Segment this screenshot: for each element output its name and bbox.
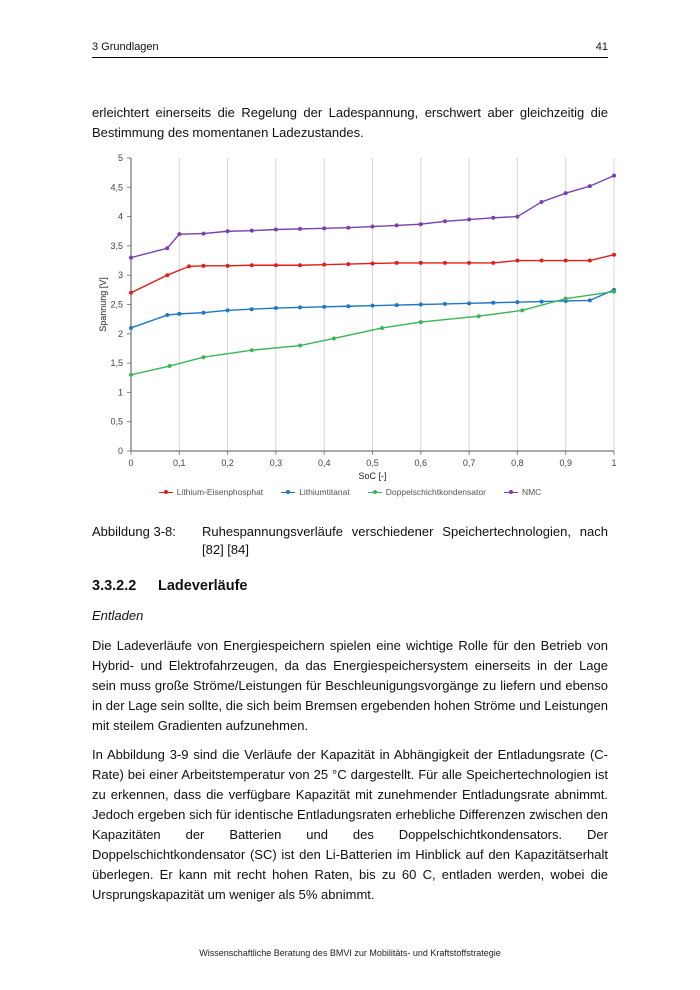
data-point: [346, 304, 350, 308]
data-point: [588, 184, 592, 188]
data-point: [540, 200, 544, 204]
legend-label: NMC: [521, 487, 542, 497]
figure-caption: [92, 523, 608, 559]
data-point: [226, 229, 230, 233]
data-point: [419, 222, 423, 226]
body-paragraph-2: In Abbildung 3-9 sind die Verläufe der Kapazität in Abhängigkeit der Entladungsrate (C-Rate) bei einer Arbeitstemperatur von 25 °C dargestellt. Für alle Speichertechnologien ist zu erkennen, dass die verfügbare Kapazität mit zunehmender Entladungsrate abnimmt. Jedoch ergeben sich für identische Entladungsraten erhebliche Differenzen zwischen den Kapazitäten der Batterien und des Doppelschichtkondensators. Der Doppelschichtkondensator (SC) ist den Li-Batterien im Hinblick auf den Kapazitätserhalt überlegen. Er kann mit recht hohen Raten, bis zu 60 C, entladen werden, wobei die Ursprungskapazität um weniger als 5% abnimmt.: [92, 747, 608, 902]
section-heading: [92, 578, 247, 594]
y-tick-label: 5: [117, 153, 123, 163]
legend-item-lfp: [159, 487, 263, 497]
legend-item-supercap: [368, 487, 486, 497]
data-point: [515, 259, 519, 263]
y-tick-label: 1: [117, 387, 123, 398]
data-point: [346, 226, 350, 230]
y-tick-label: 4: [117, 211, 123, 222]
page-number: 41: [595, 41, 608, 53]
data-point: [274, 227, 278, 231]
data-point: [515, 215, 519, 219]
data-point: [298, 344, 302, 348]
data-point: [467, 218, 471, 222]
y-tick-label: 0: [117, 446, 123, 456]
data-point: [371, 225, 375, 229]
data-point: [250, 229, 254, 233]
page-header: [92, 41, 608, 58]
data-point: [298, 263, 302, 267]
x-tick-label: 0,6: [414, 458, 428, 468]
data-point: [564, 297, 568, 301]
data-point: [588, 298, 592, 302]
x-tick-label: 0,8: [511, 458, 524, 468]
data-point: [187, 264, 191, 268]
data-point: [346, 262, 350, 266]
data-point: [165, 273, 169, 277]
data-point: [371, 261, 375, 265]
data-point: [226, 308, 230, 312]
y-tick-label: 2,5: [110, 299, 123, 310]
legend-swatch-icon: [159, 488, 173, 496]
data-point: [540, 259, 544, 263]
data-point: [443, 261, 447, 265]
data-point: [129, 326, 133, 330]
data-point: [564, 259, 568, 263]
data-point: [564, 191, 568, 195]
data-point: [201, 264, 205, 268]
data-point: [380, 326, 384, 330]
data-point: [298, 305, 302, 309]
data-point: [467, 301, 471, 305]
data-point: [477, 314, 481, 318]
y-tick-label: 0,5: [110, 416, 123, 427]
legend-item-lto: [281, 487, 350, 497]
data-point: [250, 263, 254, 267]
y-tick-label: 1,5: [110, 358, 123, 369]
data-point: [540, 300, 544, 304]
legend-swatch-icon: [504, 488, 518, 496]
data-point: [322, 263, 326, 267]
data-point: [515, 300, 519, 304]
data-point: [491, 301, 495, 305]
legend-label: Lithiumtitanat: [299, 487, 350, 497]
section-number: 3.3.2.2: [92, 578, 137, 594]
data-point: [168, 364, 172, 368]
data-point: [443, 302, 447, 306]
data-point: [395, 261, 399, 265]
data-point: [129, 373, 133, 377]
data-point: [201, 232, 205, 236]
data-point: [332, 336, 336, 340]
x-tick-label: 0: [128, 458, 134, 468]
data-point: [395, 223, 399, 227]
x-tick-label: 0,2: [221, 458, 234, 468]
chapter-title: 3 Grundlagen: [92, 41, 159, 53]
intro-paragraph: erleichtert einerseits die Regelung der Ladespannung, erschwert aber gleichzeitig die Bestimmung des momentanen Ladezustandes.: [92, 105, 608, 140]
legend-swatch-icon: [281, 488, 295, 496]
y-tick-label: 4,5: [110, 182, 123, 193]
data-point: [298, 227, 302, 231]
page-footer: Wissenschaftliche Beratung des BMVI zur Mobilitäts- und Kraftstoffstrategie: [199, 948, 501, 958]
y-tick-label: 3,5: [110, 240, 123, 251]
data-point: [201, 355, 205, 359]
x-tick-label: 0,3: [269, 458, 283, 468]
subheading: Entladen: [92, 608, 144, 623]
voltage-line-chart: [92, 148, 622, 508]
data-point: [395, 303, 399, 307]
data-point: [274, 306, 278, 310]
figure-caption-label: Abbildung 3-8:: [92, 524, 176, 539]
legend-item-nmc: [504, 487, 541, 497]
y-tick-label: 3: [117, 270, 123, 281]
y-axis-label: Spannung [V]: [98, 277, 108, 332]
data-point: [520, 308, 524, 312]
data-point: [250, 307, 254, 311]
data-point: [274, 263, 278, 267]
data-point: [612, 174, 616, 178]
x-axis-label: SoC [-]: [358, 471, 387, 481]
data-point: [467, 261, 471, 265]
data-point: [322, 226, 326, 230]
data-point: [177, 312, 181, 316]
data-point: [419, 303, 423, 307]
x-tick-label: 0,7: [462, 458, 476, 468]
data-point: [419, 261, 423, 265]
x-tick-label: 0,4: [317, 458, 331, 468]
data-point: [129, 291, 133, 295]
data-point: [371, 304, 375, 308]
x-tick-label: 0,9: [559, 458, 572, 468]
data-point: [177, 232, 181, 236]
section-title: Ladeverläufe: [158, 578, 248, 594]
data-point: [491, 216, 495, 220]
data-point: [250, 348, 254, 352]
y-tick-label: 2: [117, 328, 123, 339]
data-point: [165, 313, 169, 317]
data-point: [129, 256, 133, 260]
legend-label: Doppelschichtkondensator: [385, 487, 486, 497]
legend-swatch-icon: [368, 488, 382, 496]
data-point: [226, 264, 230, 268]
data-point: [165, 246, 169, 250]
legend-label: Lithium-Eisenphosphat: [176, 487, 264, 497]
data-point: [322, 305, 326, 309]
data-point: [612, 290, 616, 294]
figure-caption-text: Ruhespannungsverläufe verschiedener Speichertechnologien, nach [82] [84]: [202, 524, 608, 557]
body-paragraph-1: Die Ladeverläufe von Energiespeichern spielen eine wichtige Rolle für den Betrieb von Hybrid- und Elektrofahrzeugen, da das Energiespeichersystem einerseits in der Lage sein muss große Ströme/Leistungen für Beschleunigungsvorgänge zu liefern und ebenso in der Lage sein sollte, die sich beim Bremsen ergebenden hohen Ströme und Leistungen mit steilem Gradienten aufzunehmen.: [92, 638, 609, 733]
data-point: [491, 261, 495, 265]
data-point: [201, 311, 205, 315]
data-point: [443, 219, 447, 223]
data-point: [588, 259, 592, 263]
x-tick-label: 1: [611, 458, 617, 468]
data-point: [612, 253, 616, 257]
chart-legend: [92, 487, 608, 497]
data-point: [419, 320, 423, 324]
x-tick-label: 0,5: [366, 458, 379, 468]
x-tick-label: 0,1: [173, 458, 186, 468]
